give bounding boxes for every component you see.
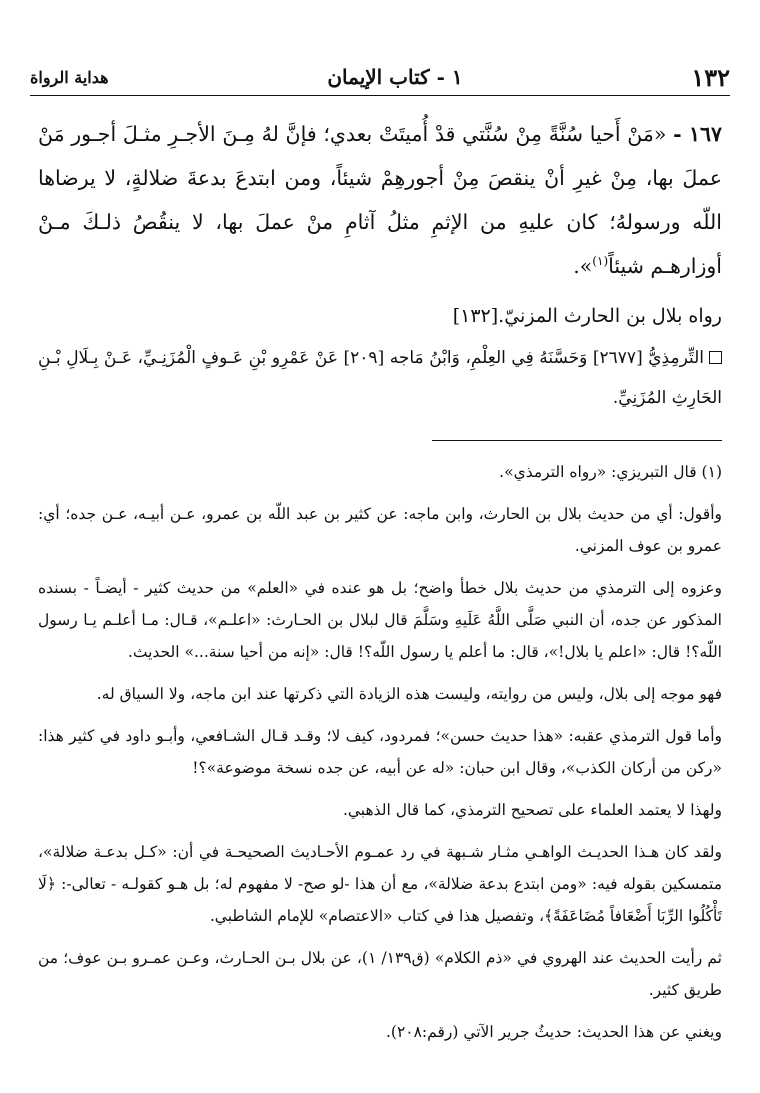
- hadith-number: ١٦٧ -: [673, 122, 722, 146]
- narrator-line: رواه بلال بن الحارث المزنيّ.[١٣٢]: [452, 305, 722, 327]
- footnote-paragraph: وعزوه إلى الترمذي من حديث بلال خطأ واضح؛ بل هو عنده في «العلم» من حديث كثير - أيضـاً - بسنده المذكور عن جده، أن النبي صَلَّى اللَّهُ عَلَيهِ وسَلَّمَ قال لبلال بن الحـارث: «اعلـم»، قـال: مـا أعلـم يـا رسول اللّه؟! قال: «اعلم يا بلال!»، قال: ما أعلم يا رسول اللّه؟! قال: «إنه من أحيا سنة...» الحديث.: [38, 579, 722, 661]
- book-title: هداية الرواة: [30, 67, 109, 87]
- chapter-title: ١ - كتاب الإيمان: [327, 65, 463, 89]
- sources-line: [38, 338, 722, 418]
- hadith-body: «مَنْ أَحيا سُنَّةً مِنْ سُنَّتي قدْ أُميتَتْ بعدي؛ فإنَّ لهُ مِـنَ الأجـرِ مثـلَ أجـور مَنْ عملَ بها، مِنْ غيرِ أنْ ينقصَ مِنْ أجورهِمْ شيئاً، ومن ابتدعَ بدعةَ ضلالةٍ، لا يرضاها اللّه ورسولهُ؛ كان عليهِ من الإثمِ مثلُ آثامِ منْ عملَ بها، لا ينقُصُ ذلـكَ مـنْ أوزارهـم شيئاً: [38, 122, 722, 278]
- footnotes-section: [38, 456, 722, 1058]
- footnote-ref[interactable]: (١): [592, 254, 609, 269]
- hadith-block: [38, 112, 722, 418]
- hadith-text: [38, 112, 722, 288]
- sources-text: التِّرمِذِيُّ [٢٦٧٧] وَحَسَّنَهُ فِي العِلْمِ، وَابْنُ مَاجه [٢٠٩] عَنْ عَمْرِو بْنِ عَـوفٍ الْمُزَنِـيِّ، عَـنْ بِـلَالِ بْـنِ الحَارِثِ المُزَنِيِّ.: [38, 348, 722, 408]
- footnote-paragraph: ولقد كان هـذا الحديـث الواهـي مثـار شـبهة في رد عمـوم الأحـاديث الصحيحـة في أن: «كـل بدعـة ضلالة»، متمسكين بقوله فيه: «ومن ابتدع بدعة ضلالة»، مع أن هذا -لو صح- لا مفهوم له؛ بل هـو كقولـه - تعالى-: ﴿لَا تَأْكُلُوا الرِّبَا أَضْعَافاً مُضَاعَفَةً﴾، وتفصيل هذا في كتاب «الاعتصام» للإمام الشاطبي.: [38, 843, 722, 925]
- page-number: ١٣٢: [691, 62, 730, 92]
- footnote-paragraph: فهو موجه إلى بلال، وليس من روايته، وليست هذه الزيادة التي ذكرتها عند ابن ماجه، ولا السياق له.: [96, 685, 722, 703]
- footnote-paragraph: (١) قال التبريزي: «رواه الترمذي».: [499, 463, 722, 481]
- hadith-closing: ».: [573, 254, 593, 278]
- footnote-paragraph: ويغني عن هذا الحديث: حديثُ جرير الآتي (رقم:٢٠٨).: [385, 1023, 722, 1041]
- square-bullet-icon: [709, 351, 722, 364]
- page-header: [30, 62, 730, 92]
- footnote-paragraph: ثم رأيت الحديث عند الهروي في «ذم الكلام» (ق١٣٩/ ١)، عن بلال بـن الحـارث، وعـن عمـرو بـن عوف؛ من طريق كثير.: [38, 949, 722, 999]
- footnote-paragraph: وأما قول الترمذي عقبه: «هذا حديث حسن»؛ فمردود، كيف لا؛ وقـد قـال الشـافعي، وأبـو داود في كثير هذا: «ركن من أركان الكذب»، وقال ابن حبان: «له عن أبيه، عن جده نسخة موضوعة»؟!: [38, 727, 722, 777]
- footnote-paragraph: وأقول: أي من حديث بلال بن الحارث، وابن ماجه: عن كثير بن عبد اللّه بن عمرو، عـن أبيـه، عـن جده؛ أي: عمرو بن عوف المزني.: [38, 505, 722, 555]
- header-divider: [30, 95, 730, 96]
- footnote-divider: [432, 440, 722, 441]
- footnote-paragraph: ولهذا لا يعتمد العلماء على تصحيح الترمذي، كما قال الذهبي.: [342, 801, 722, 819]
